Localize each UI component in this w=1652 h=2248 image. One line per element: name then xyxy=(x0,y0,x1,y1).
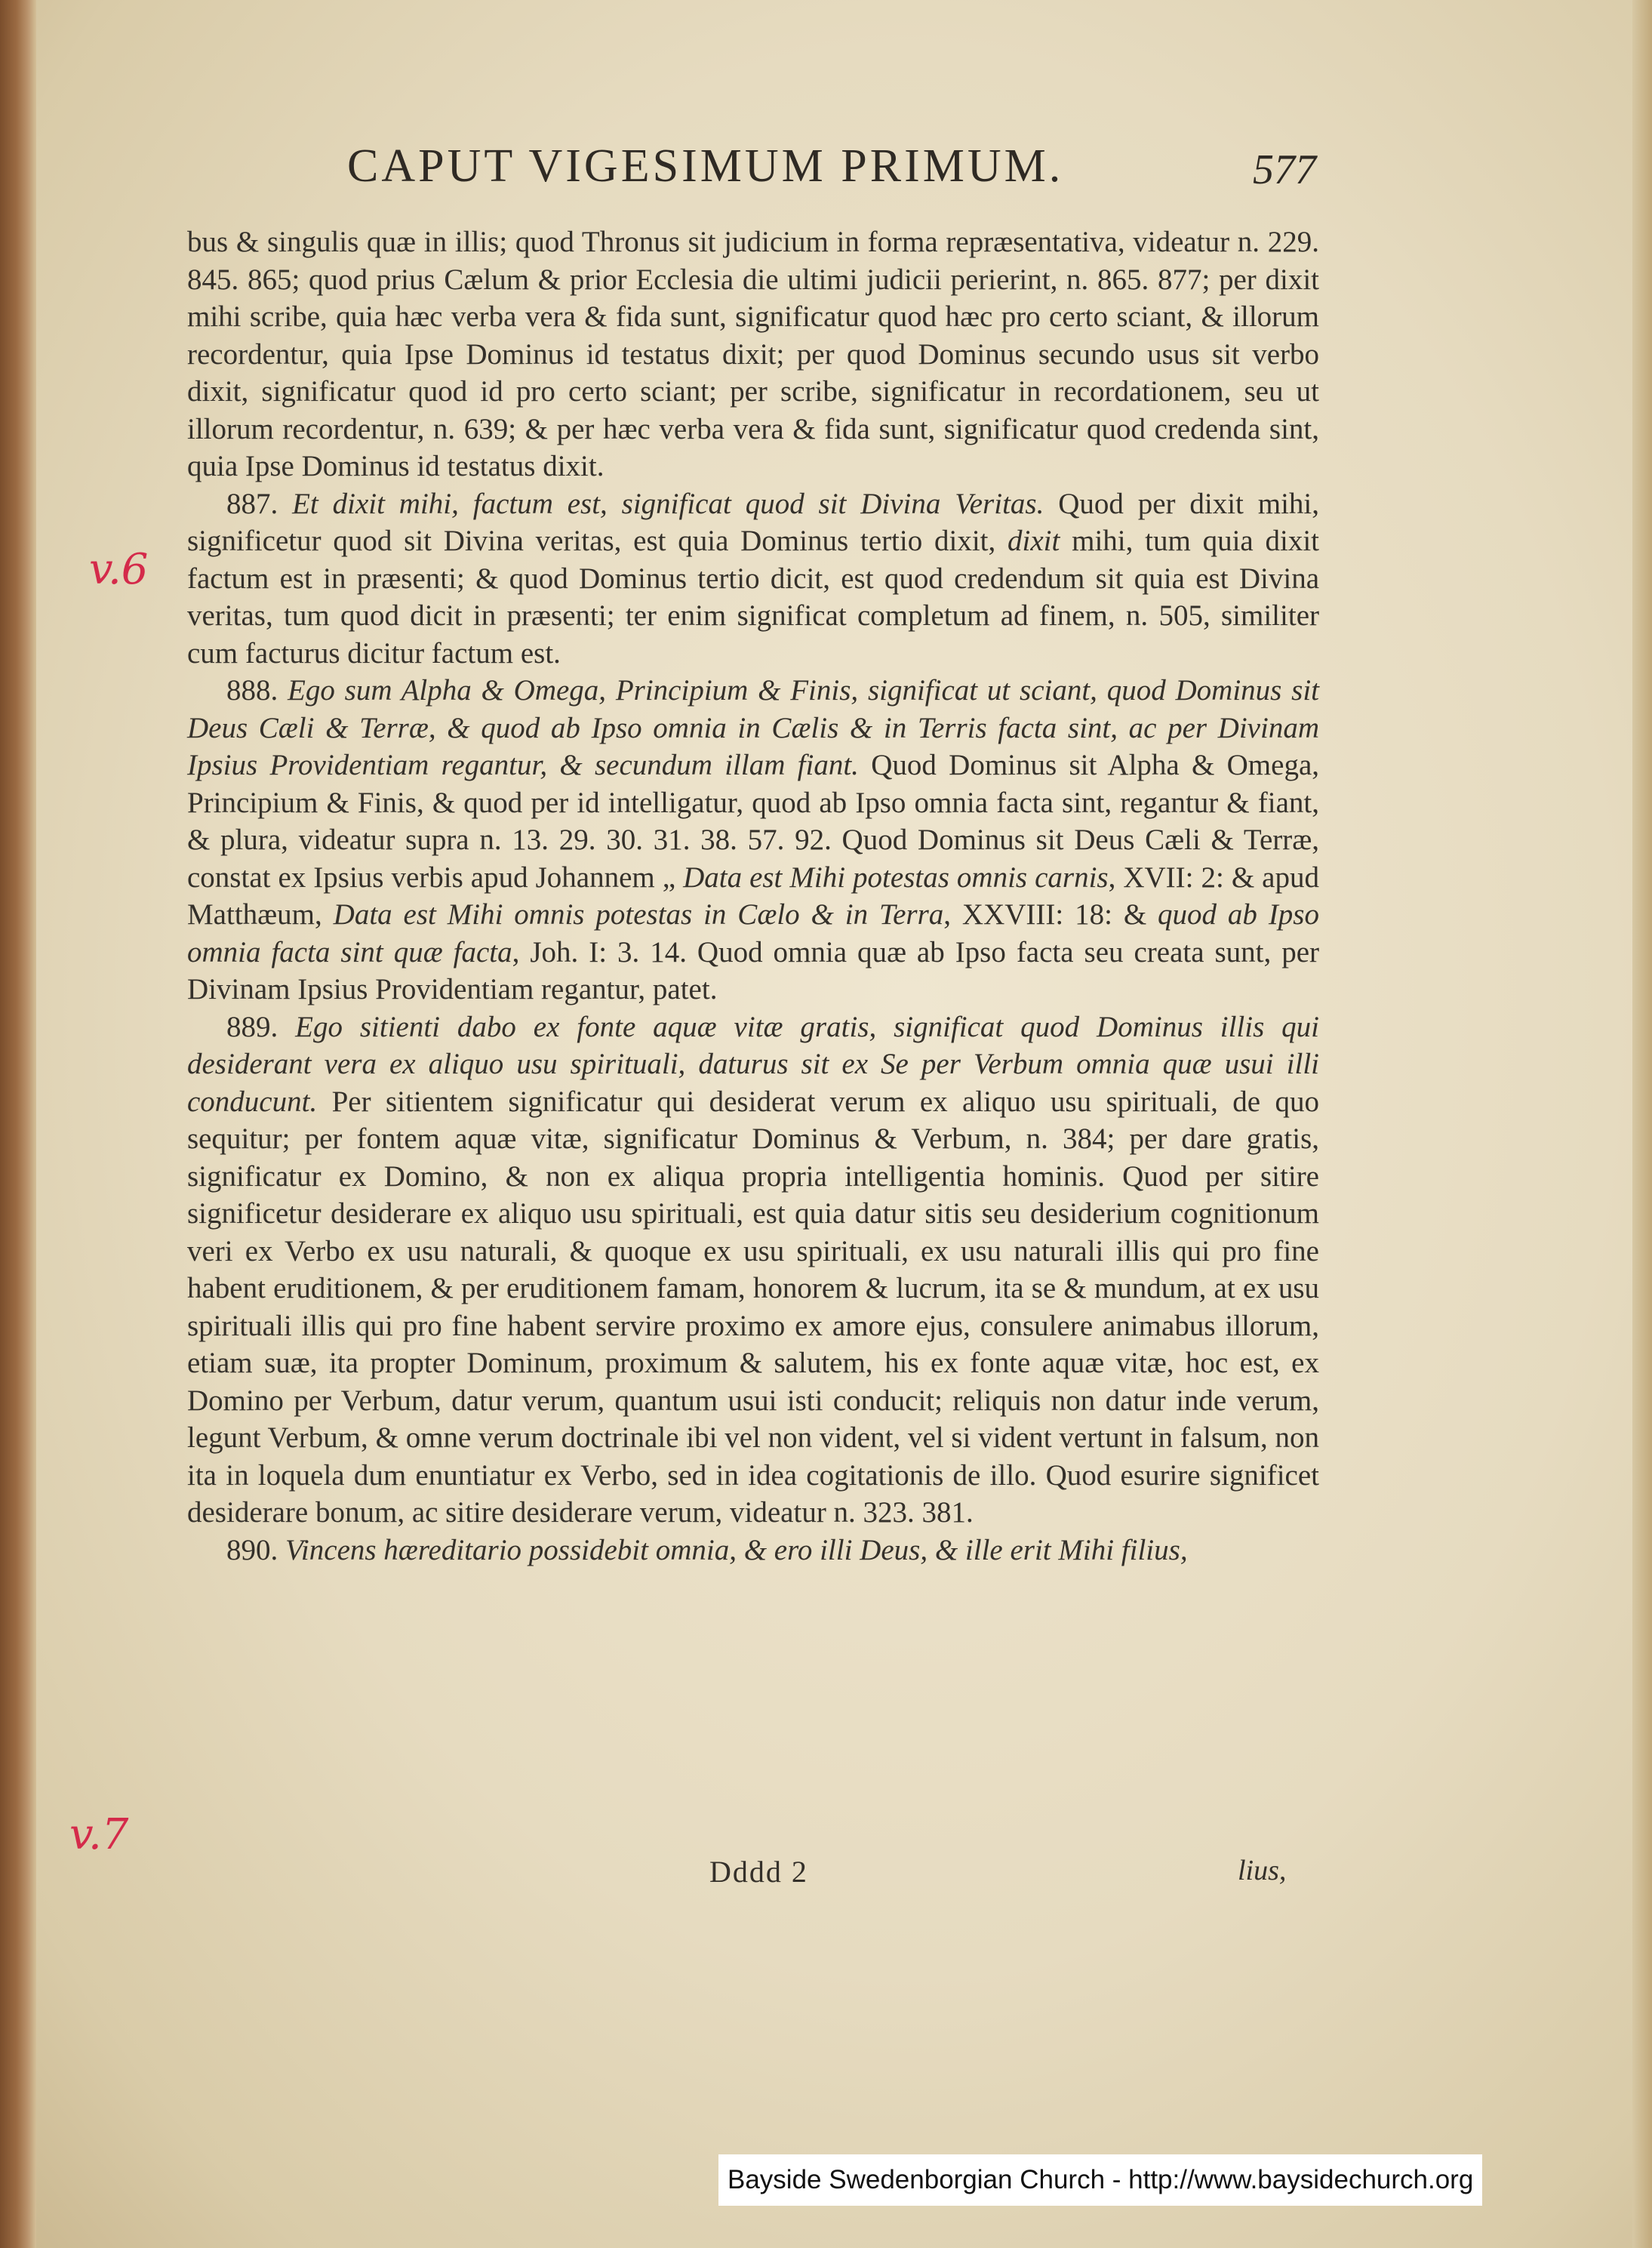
paragraph-text: , XVII: 2: & apud Matthæum, xyxy=(187,861,1319,931)
paragraph-text: mihi, tum quia dixit factum est in præsenti; & quod Dominus tertio dicit, est quod credendum sit quia est Divina veritas, tum quod dicit in præsenti; ter enim significat completum ad finem, n. 505, similiter cum facturus dicitur factum est. xyxy=(187,525,1319,670)
paragraph-italic-word: dixit xyxy=(1008,525,1060,557)
paragraph-number: 887. xyxy=(226,487,278,520)
quotation: quod ab Ipso omnia facta sint quæ facta xyxy=(187,898,1319,968)
running-head: CAPUT VIGESIMUM PRIMUM. xyxy=(347,140,1064,192)
paragraph-heading: Vincens hæreditario possidebit omnia, & ero illi Deus, & ille erit Mihi filius, xyxy=(285,1533,1188,1566)
paragraph-text: Quod Dominus sit Alpha & Omega, Principium & Finis, & quod per id intelligatur, quod ab Ipso omnia facta sint, regantur & fiant, & plura, videatur supra n. 13. 29. 30. 31. 38. 57. 92. Quod Dominus sit Deus Cæli & Terræ, constat ex Ipsius verbis apud Johannem „ xyxy=(187,749,1319,894)
quotation: Data est Mihi omnis potestas in Cælo & in Terra xyxy=(333,898,944,931)
quotation: Data est Mihi potestas omnis carnis xyxy=(683,861,1109,894)
paragraph-number: 888. xyxy=(226,674,278,707)
page-edge xyxy=(1632,0,1652,2248)
paragraph-890 xyxy=(187,1532,1319,1569)
book-binding xyxy=(0,0,36,2248)
carry-over-paragraph: bus & singulis quæ in illis; quod Thronus sit judicium in forma repræsentativa, videatur n. 229. 845. 865; quod prius Cælum & prior Ecclesia die ultimi judicii perierint, n. 865. 877; per dixit mihi scribe, quia hæc verba vera & fida sunt, significatur quod hæc pro certo sciant, & illorum recordentur, quia Ipse Dominus id testatus dixit; per quod Dominus secundo usus sit verbo dixit, significatur quod id pro certo sciant; per scribe, significatur in recordationem, seu ut illorum recordentur, n. 639; & per hæc verba vera & fida sunt, significatur quod credenda sint, quia Ipse Dominus id testatus dixit. xyxy=(187,226,1319,482)
page-header xyxy=(181,140,1328,208)
paragraph-number: 889. xyxy=(226,1010,278,1043)
paragraph-text: , Joh. I: 3. 14. Quod omnia quæ ab Ipso facta seu creata sunt, per Divinam Ipsius Providentiam regantur, patet. xyxy=(187,935,1319,1005)
paragraph-text: Quod per dixit mihi, significetur quod sit Divina veritas, est quia Dominus tertio dixit, xyxy=(187,487,1319,557)
signature-mark: Dddd 2 xyxy=(709,1855,808,1889)
paragraph-888 xyxy=(187,672,1319,1009)
credit-banner: Bayside Swedenborgian Church - http://www.baysidechurch.org xyxy=(718,2154,1482,2206)
paragraph-heading: Et dixit mihi, factum est, significat quod sit Divina Veritas. xyxy=(292,487,1044,520)
catchword: lius, xyxy=(1238,1855,1287,1886)
paragraph-text: , XXVIII: 18: & xyxy=(943,898,1158,931)
paragraph-889 xyxy=(187,1009,1319,1532)
margin-annotation-v7: v.7 xyxy=(69,1810,129,1859)
paragraph-heading: Ego sitienti dabo ex fonte aquæ vitæ gratis, significat quod Dominus illis qui desiderant vera ex aliquo usu spirituali, daturus sit ex Se per Verbum omnia quæ usui illi conducunt. xyxy=(187,1010,1320,1118)
paragraph-heading: Ego sum Alpha & Omega, Principium & Finis, significat ut sciant, quod Dominus sit Deus Cæli & Terræ, & quod ab Ipso omnia in Cælis & in Terris facta sint, ac per Divinam Ipsius Providentiam regantur, & secundum illam fiant. xyxy=(187,674,1319,781)
paragraph-text: Per sitientem significatur qui desiderat verum ex aliquo usu spirituali, de quo sequitur; per fontem aquæ vitæ, significatur Dominus & Verbum, n. 384; per dare gratis, significatur ex Domino, & non ex aliqua propria intelligentia hominis. Quod per sitire significetur desiderare ex aliquo usu spirituali, est quia datur sitis seu desiderium cognitionum veri ex Verbo ex usu naturali, & quoque ex usu spirituali, ex usu naturali illis qui pro fine habent eruditionem, & per eruditionem famam, honorem & lucrum, ita se & mundum, at ex usu spirituali illis qui pro fine habent servire proximo ex amore ejus, consulere animabus illorum, etiam suæ, ita propter Dominum, proximum & salutem, his ex fonte aquæ vitæ, hoc est, ex Domino per Verbum, datur verum, quantum usui isti conducit; reliquis non datur inde verum, legunt Verbum, & omne verum doctrinale ibi vel non vident, vel si vident vertunt in falsum, non ita in loquela dum enuntiatur ex Verbo, sed in idea cogitationis de illo. Quod esurire significet desiderare bonum, ac sitire desiderare verum, videatur n. 323. 381. xyxy=(187,1085,1319,1529)
paragraph-number: 890. xyxy=(226,1533,278,1566)
margin-annotation-v6: v.6 xyxy=(89,545,149,594)
page-number: 577 xyxy=(1253,146,1316,193)
paragraph-887 xyxy=(187,485,1319,673)
body-text xyxy=(187,223,1319,1569)
